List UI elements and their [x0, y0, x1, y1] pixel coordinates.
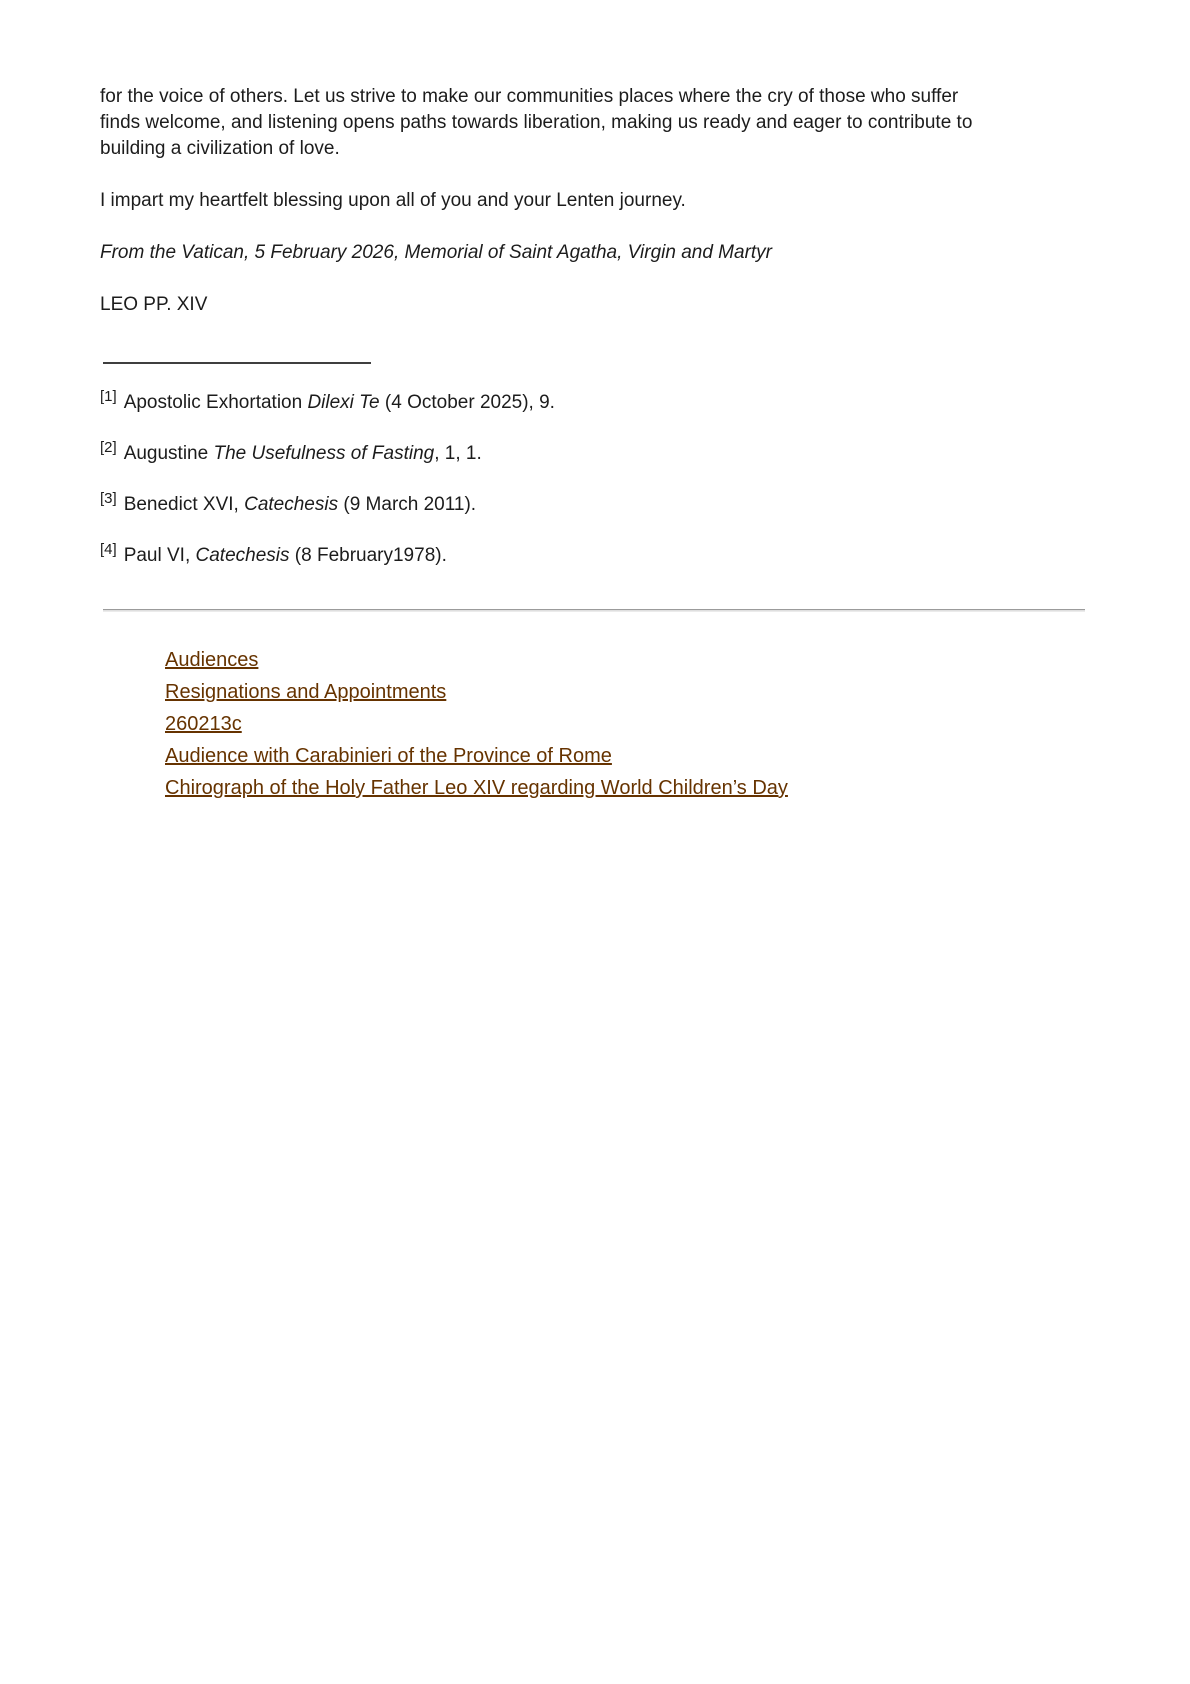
footnote-text: (8 February1978). — [289, 545, 447, 566]
footnote-1 — [100, 387, 1085, 416]
footnote-marker: [1] — [100, 387, 117, 405]
footnote-text: Paul VI, — [123, 545, 196, 566]
related-links-list — [165, 644, 1085, 804]
content-separator-rule — [103, 609, 1085, 612]
footnote-3 — [100, 489, 1085, 518]
footnote-work-title: Catechesis — [244, 494, 339, 515]
link-chirograph-world-childrens-day[interactable]: Chirograph of the Holy Father Leo XIV regarding World Children’s Day — [165, 777, 788, 799]
blessing-paragraph: I impart my heartfelt blessing upon all of you and your Lenten journey. — [100, 190, 686, 211]
signature-line: LEO PP. XIV — [100, 294, 208, 315]
footnote-text: Apostolic Exhortation — [123, 392, 308, 413]
footnote-marker: [4] — [100, 540, 117, 558]
document-page — [100, 84, 1085, 804]
footnote-text: (4 October 2025), 9. — [379, 392, 555, 413]
footnotes-section — [100, 387, 1085, 569]
document-body — [100, 84, 990, 318]
footnote-work-title: Dilexi Te — [307, 392, 380, 413]
footnote-work-title: The Usefulness of Fasting — [213, 443, 435, 464]
dateline-paragraph: From the Vatican, 5 February 2026, Memorial of Saint Agatha, Virgin and Martyr — [100, 242, 773, 263]
footnote-4 — [100, 540, 1085, 569]
link-audiences[interactable]: Audiences — [165, 649, 259, 671]
link-260213c[interactable]: 260213c — [165, 713, 242, 735]
footnote-text: (9 March 2011). — [338, 494, 477, 515]
footnote-marker: [2] — [100, 438, 117, 456]
footnote-marker: [3] — [100, 489, 117, 507]
footnote-2 — [100, 438, 1085, 467]
footnote-work-title: Catechesis — [195, 545, 290, 566]
footnote-text: Augustine — [123, 443, 214, 464]
footnote-text: Benedict XVI, — [123, 494, 245, 515]
footnote-separator-rule — [103, 362, 371, 364]
link-audience-carabinieri-rome[interactable]: Audience with Carabinieri of the Province of Rome — [165, 745, 612, 767]
footnote-text: , 1, 1. — [434, 443, 482, 464]
closing-paragraph: for the voice of others. Let us strive to make our communities places where the cry of those who suffer finds welcome, and listening opens paths towards liberation, making us ready and eager to contribute to building a civilization of love. — [100, 86, 973, 159]
link-resignations-and-appointments[interactable]: Resignations and Appointments — [165, 681, 447, 703]
